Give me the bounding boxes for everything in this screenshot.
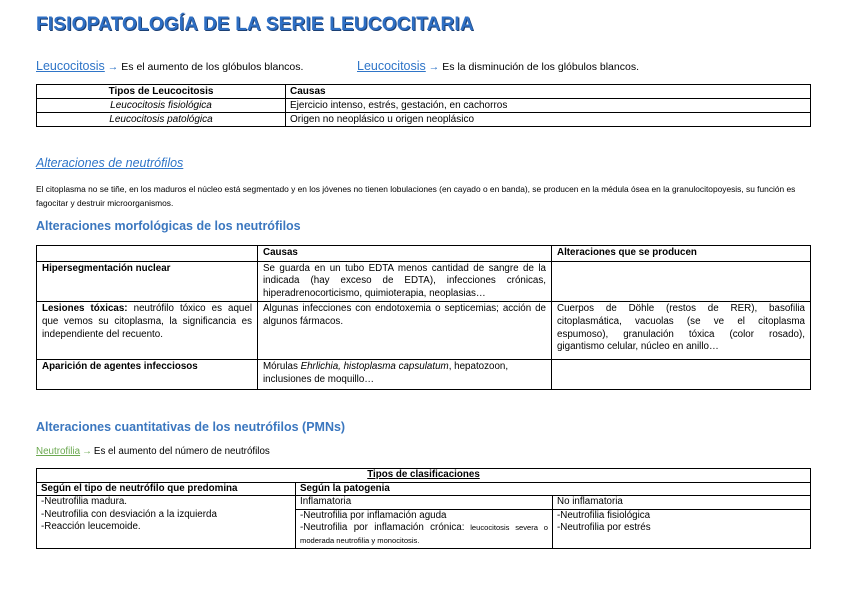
- row-name: Lesiones tóxicas:: [42, 303, 128, 315]
- table-cell: No inflamatoria: [553, 496, 811, 510]
- definition-leucocitosis: [36, 59, 303, 73]
- table-header-cell: Según la patogenia: [296, 482, 811, 496]
- table-row: [37, 302, 811, 360]
- table-cell: [37, 261, 258, 302]
- arrow-right-icon: →: [107, 61, 119, 73]
- table-cell: Ejercicio intenso, estrés, gestación, en cachorros: [286, 99, 811, 113]
- table-header-cell: Causas: [286, 85, 811, 99]
- arrow-right-icon: →: [428, 61, 440, 73]
- neutrofilia-definition: [36, 446, 270, 457]
- definition-text: Es la disminución de los glóbulos blancos.: [442, 61, 639, 73]
- table-cell: [296, 509, 553, 548]
- row-name: Hipersegmentación nuclear: [42, 262, 171, 274]
- causes-prefix: Mórulas: [263, 361, 301, 373]
- causes-italic: Ehrlichia, histoplasma capsulatum: [300, 361, 449, 373]
- definition-term: Leucocitosis: [357, 59, 426, 73]
- table-title: Tipos de clasificaciones: [37, 469, 811, 483]
- page-title: FISIOPATOLOGÍA DE LA SERIE LEUCOCITARIA: [36, 14, 474, 35]
- neutrophils-description: El citoplasma no se tiñe, en los maduros el núcleo está segmentado y en los jóvenes no tienen lobulaciones (en cayado o en banda), se producen en la médula ósea en la granulocitopoyesis, su función es fagocitar y destruir microorganismos.: [36, 184, 796, 208]
- table-row: [37, 261, 811, 302]
- definition-text: Es el aumento del número de neutrófilos: [93, 446, 270, 457]
- table-header-cell: Alteraciones que se producen: [552, 246, 811, 262]
- table-cell: [37, 496, 296, 548]
- classification-table: [36, 468, 811, 549]
- table-header-cell: Causas: [258, 246, 552, 262]
- table-cell: Algunas infecciones con endotoxemia o septicemias; acción de algunos fármacos.: [258, 302, 552, 360]
- table-header-cell: [37, 246, 258, 262]
- table-cell: [552, 360, 811, 390]
- table-cell: [553, 509, 811, 548]
- definition-leucopenia: [357, 59, 639, 73]
- row-name-extra: neutrófilo tóxico es aquel que vemos su citoplasma, la significancia es independiente del recuento.: [42, 303, 252, 340]
- table-cell: [552, 261, 811, 302]
- table-cell: Inflamatoria: [296, 496, 553, 510]
- definition-term: Leucocitosis: [36, 59, 105, 73]
- morphological-table: [36, 245, 811, 390]
- table-header-cell: Tipos de Leucocitosis: [37, 85, 286, 99]
- table-cell: Cuerpos de Döhle (restos de RER), basofilia citoplasmática, vacuolas (se ve el citoplasma espumoso), granulación tóxica (color rosado), gigantismo celular, núcleo en anillo…: [552, 302, 811, 360]
- list-item: -Neutrofilia por estrés: [557, 522, 651, 534]
- table-header-row: [37, 246, 811, 262]
- arrow-right-icon: →: [82, 446, 92, 457]
- table-header-row: [37, 482, 811, 496]
- table-row: [37, 113, 811, 127]
- table-row: [37, 360, 811, 390]
- table-cell: [258, 360, 552, 390]
- table-cell: [37, 360, 258, 390]
- list-item: [300, 522, 548, 547]
- list-item: -Neutrofilia por inflamación aguda: [300, 509, 447, 521]
- causes-suffix: , hepatozoon, inclusiones de moquillo…: [263, 361, 509, 385]
- table-cell: Leucocitosis patológica: [37, 113, 286, 127]
- section-title-quantitative: Alteraciones cuantitativas de los neutrófilos (PMNs): [36, 420, 346, 434]
- section-title-neutrophils: Alteraciones de neutrófilos: [36, 156, 184, 170]
- leucocitosis-types-table: [36, 84, 811, 127]
- table-cell: Origen no neoplásico u origen neoplásico: [286, 113, 811, 127]
- list-item-text: -Neutrofilia por inflamación crónica:: [300, 522, 465, 534]
- list-item: -Neutrofilia con desviación a la izquierda: [41, 508, 217, 520]
- list-item: -Neutrofilia madura.: [41, 496, 128, 508]
- table-cell: Leucocitosis fisiológica: [37, 99, 286, 113]
- section-title-morphological: Alteraciones morfológicas de los neutrófilos: [36, 219, 301, 233]
- table-row: [37, 496, 811, 510]
- table-header-cell: Según el tipo de neutrófilo que predomina: [37, 482, 296, 496]
- table-header-row: [37, 469, 811, 483]
- list-item: -Reacción leucemoide.: [41, 521, 141, 533]
- table-row: [37, 99, 811, 113]
- table-cell: [37, 302, 258, 360]
- definition-text: Es el aumento de los glóbulos blancos.: [121, 61, 304, 73]
- definition-term: Neutrofilia: [36, 446, 81, 457]
- table-header-row: [37, 85, 811, 99]
- table-cell: Se guarda en un tubo EDTA menos cantidad de sangre de la indicada (hay exceso de EDTA), infecciones crónicas, hiperadrenocorticismo, quimioterapia, neoplasias…: [258, 261, 552, 302]
- row-name: Aparición de agentes infecciosos: [42, 361, 198, 373]
- list-item: -Neutrofilia fisiológica: [557, 509, 651, 521]
- list-item-note: leucocitosis severa o moderada neutrofilia y monocitosis.: [300, 523, 548, 545]
